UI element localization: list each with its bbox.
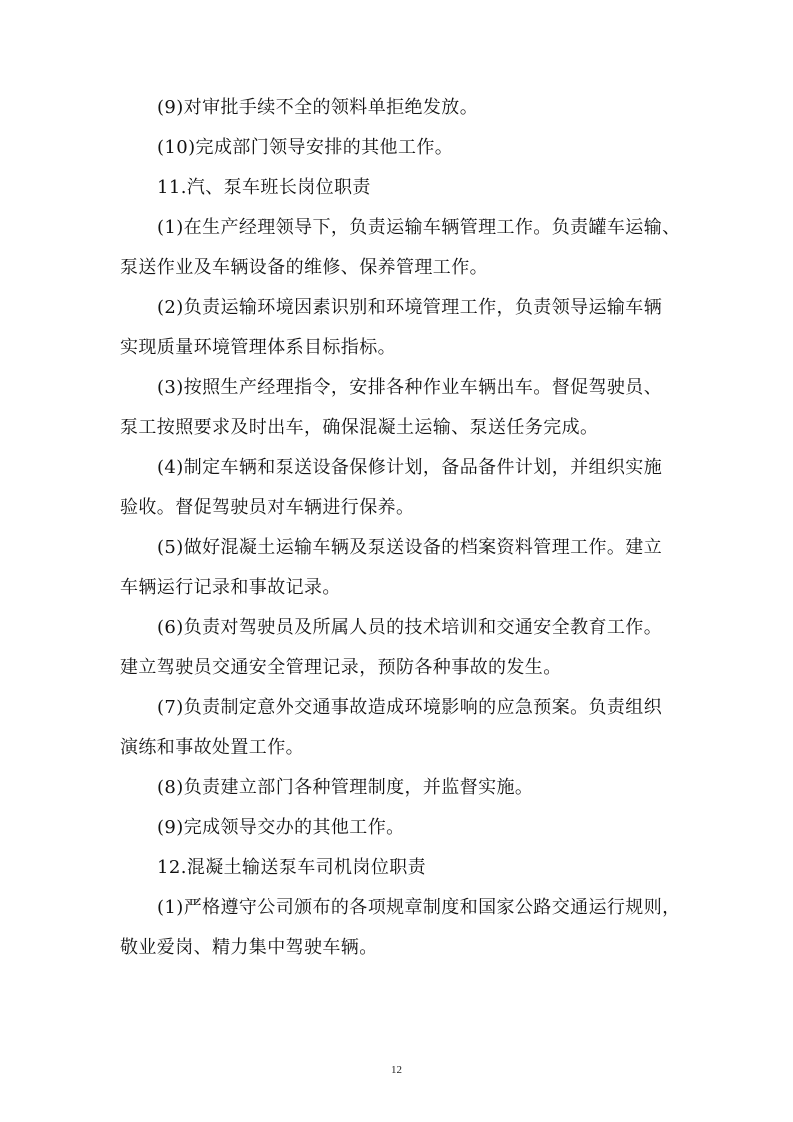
text-line: (2)负责运输环境因素识别和环境管理工作，负责领导运输车辆	[157, 297, 663, 318]
text-line: (8)负责建立部门各种管理制度，并监督实施。	[157, 777, 534, 798]
page-number: 12	[391, 1064, 402, 1076]
text-line: 泵工按照要求及时出车，确保混凝土运输、泵送任务完成。	[120, 417, 599, 438]
text-line: (6)负责对驾驶员及所属人员的技术培训和交通安全教育工作。	[157, 617, 663, 638]
section-heading: 11.汽、泵车班长岗位职责	[157, 177, 371, 198]
text-line: (1)在生产经理领导下，负责运输车辆管理工作。负责罐车运输、	[157, 217, 681, 238]
text-line: 验收。督促驾驶员对车辆进行保养。	[120, 497, 415, 518]
text-line: 演练和事故处置工作。	[120, 737, 304, 758]
text-line: (5)做好混凝土运输车辆及泵送设备的档案资料管理工作。建立	[157, 537, 663, 558]
text-line: 实现质量环境管理体系目标指标。	[120, 337, 396, 358]
text-line: (7)负责制定意外交通事故造成环境影响的应急预案。负责组织	[157, 697, 663, 718]
text-line: (9)完成领导交办的其他工作。	[157, 817, 405, 838]
text-line: (4)制定车辆和泵送设备保修计划，备品备件计划，并组织实施	[157, 457, 663, 478]
section-heading: 12.混凝土输送泵车司机岗位职责	[157, 857, 427, 878]
text-line: (3)按照生产经理指令，安排各种作业车辆出车。督促驾驶员、	[157, 377, 663, 398]
text-line: 敬业爱岗、精力集中驾驶车辆。	[120, 937, 378, 958]
text-line: (1)严格遵守公司颁布的各项规章制度和国家公路交通运行规则，	[157, 897, 681, 918]
text-line: (10)完成部门领导安排的其他工作。	[157, 137, 454, 158]
text-line: (9)对审批手续不全的领料单拒绝发放。	[157, 97, 479, 118]
text-line: 泵送作业及车辆设备的维修、保养管理工作。	[120, 257, 488, 278]
document-body	[120, 88, 680, 968]
text-line: 建立驾驶员交通安全管理记录，预防各种事故的发生。	[120, 657, 562, 678]
text-line: 车辆运行记录和事故记录。	[120, 577, 341, 598]
